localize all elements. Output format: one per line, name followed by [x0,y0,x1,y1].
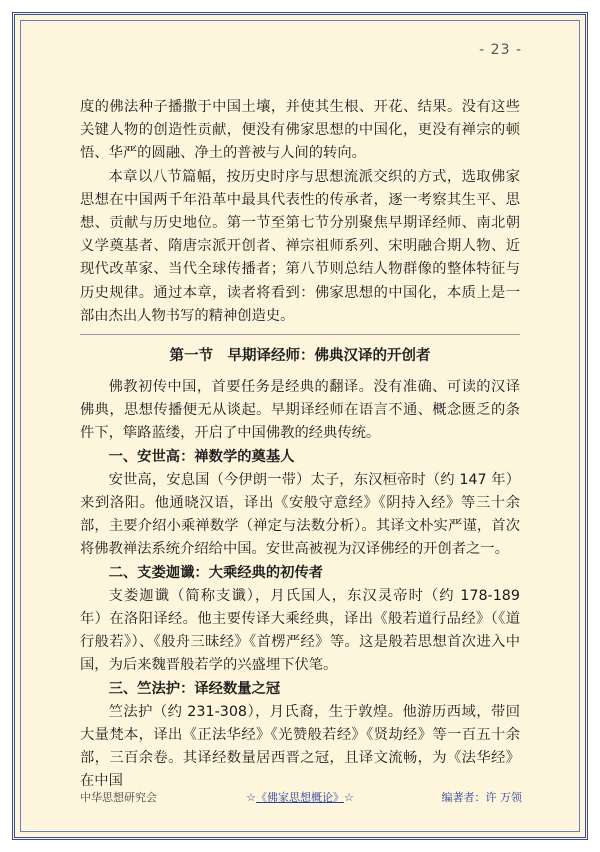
section-intro: 佛教初传中国，首要任务是经典的翻译。没有准确、可读的汉译佛典，思想传播便无从谈起。早期译经师在语言不通、概念匮乏的条件下，筚路蓝缕，开启了中国佛教的经典传统。 [80,379,520,442]
section-divider [80,334,520,335]
paragraph-continued: 度的佛法种子播撒于中国土壤，并使其生根、开花、结果。没有这些关键人物的创造性贡献，便没有佛家思想的中国化，更没有禅宗的顿悟、华严的圆融、净土的普被与人间的转向。 [80,99,520,162]
star-icon: ☆ [246,791,256,804]
footer-organization: 中华思想研究会 [80,791,157,804]
subsection-body-dharmaraksa: 竺法护（约 231-308），月氏裔，生于敦煌。他游历西域，带回大量梵本，译出《正法华经》《光赞般若经》《贤劫经》等一百五十余部，三百余卷。其译经数量居西晋之冠，且译文流畅，为《法华经》在中国 [80,703,520,790]
subsection-heading-lokaksema: 二、支娄迦谶：大乘经典的初传者 [108,564,324,581]
section-title: 第一节 早期译经师：佛典汉译的开创者 [169,348,431,365]
subsection-body-lokaksema: 支娄迦谶（简称支谶），月氏国人，东汉灵帝时（约 178-189 年）在洛阳译经。他主要传译大乘经典，译出《般若道行品经》（《道行般若》）、《般舟三昧经》《首楞严经》等。这是般若思想首次进入中国，为后来魏晋般若学的兴盛埋下伏笔。 [80,587,520,674]
footer-author: 编著者：许 万领 [441,791,522,804]
subsection-body-an-shigao: 安世高，安息国（今伊朗一带）太子，东汉桓帝时（约 147 年）来到洛阳。他通晓汉语，译出《安般守意经》《阴持入经》等三十余部，主要介绍小乘禅数学（禅定与法数分析）。其译文朴实严谨，首次将佛教禅法系统介绍给中国。安世高被视为汉译佛经的开创者之一。 [80,471,520,558]
star-icon: ☆ [344,791,354,804]
subsection-heading-dharmaraksa: 三、竺法护：译经数量之冠 [108,680,281,697]
book-title-link[interactable]: 《佛家思想概论》 [256,791,344,804]
page-number: - 23 - [479,42,522,58]
subsection-heading-an-shigao: 一、安世高：禅数学的奠基人 [108,448,295,465]
page-content [80,96,520,794]
paragraph-chapter-overview: 本章以八节篇幅，按历史时序与思想流派交织的方式，选取佛家思想在中国两千年沿革中最具代表性的传承者，逐一考察其生平、思想、贡献与历史地位。第一节至第七节分别聚焦早期译经师、南北朝义学奠基者、隋唐宗派开创者、禅宗祖师系列、宋明融合期人物、近现代改革家、当代全球传播者；第八节则总结人物群像的整体特征与历史规律。通过本章，读者将看到：佛家思想的中国化，本质上是一部由杰出人物书写的精神创造史。 [80,168,520,324]
